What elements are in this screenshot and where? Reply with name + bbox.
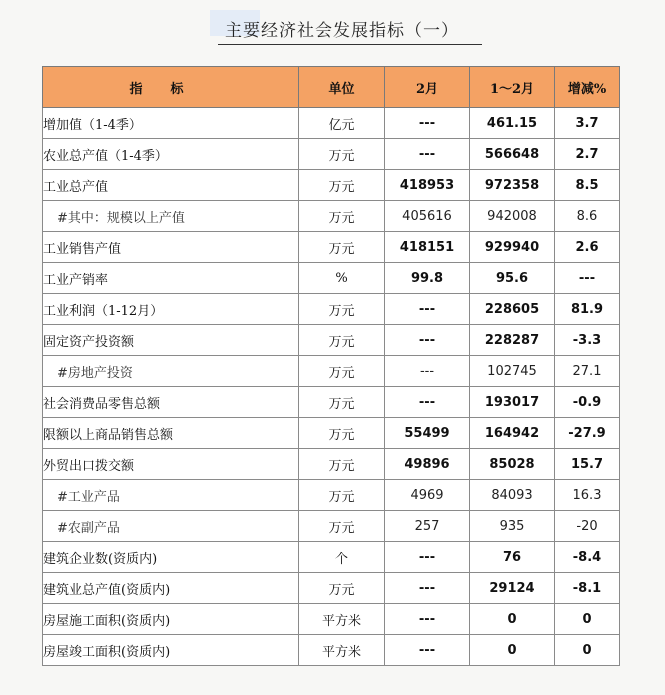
header-february: 2月	[385, 67, 470, 108]
indicator-unit: 万元	[299, 325, 385, 356]
indicator-name: 工业总产值	[43, 170, 299, 201]
indicator-unit: 万元	[299, 387, 385, 418]
value-change: -8.4	[555, 542, 620, 573]
header-unit: 单位	[299, 67, 385, 108]
indicator-unit: 万元	[299, 294, 385, 325]
table-row	[43, 573, 620, 604]
indicator-name: 工业产销率	[43, 263, 299, 294]
table-row	[43, 449, 620, 480]
value-february: ---	[385, 604, 470, 635]
value-jan-feb: 0	[470, 604, 555, 635]
value-change: -0.9	[555, 387, 620, 418]
indicator-unit: 万元	[299, 356, 385, 387]
indicator-name: 限额以上商品销售总额	[43, 418, 299, 449]
value-jan-feb: 942008	[470, 201, 555, 232]
value-february: 257	[385, 511, 470, 542]
value-february: ---	[385, 325, 470, 356]
indicators-table	[42, 66, 620, 666]
value-february: 4969	[385, 480, 470, 511]
value-change: 16.3	[555, 480, 620, 511]
value-jan-feb: 84093	[470, 480, 555, 511]
value-february: ---	[385, 573, 470, 604]
page-title: 主要经济社会发展指标（一）	[225, 21, 459, 41]
indicator-name: 房屋施工面积(资质内)	[43, 604, 299, 635]
indicator-unit: 万元	[299, 170, 385, 201]
value-change: 27.1	[555, 356, 620, 387]
indicator-name: #农副产品	[43, 511, 299, 542]
value-change: 81.9	[555, 294, 620, 325]
table-row	[43, 511, 620, 542]
indicator-name: #其中：规模以上产值	[43, 201, 299, 232]
value-jan-feb: 85028	[470, 449, 555, 480]
indicator-unit: 个	[299, 542, 385, 573]
indicator-unit: 万元	[299, 232, 385, 263]
table-header-row	[43, 67, 620, 108]
value-february: ---	[385, 108, 470, 139]
title-underline	[218, 44, 482, 45]
value-jan-feb: 95.6	[470, 263, 555, 294]
title-area	[210, 10, 474, 46]
table-row	[43, 170, 620, 201]
value-jan-feb: 228605	[470, 294, 555, 325]
indicator-unit: 平方米	[299, 635, 385, 666]
value-jan-feb: 972358	[470, 170, 555, 201]
value-change: 15.7	[555, 449, 620, 480]
table-row	[43, 201, 620, 232]
indicator-unit: 万元	[299, 201, 385, 232]
value-february: 99.8	[385, 263, 470, 294]
value-february: 418151	[385, 232, 470, 263]
indicator-unit: 亿元	[299, 108, 385, 139]
value-jan-feb: 929940	[470, 232, 555, 263]
value-jan-feb: 566648	[470, 139, 555, 170]
table-row	[43, 356, 620, 387]
indicator-name: 工业销售产值	[43, 232, 299, 263]
indicator-name: 增加值（1-4季）	[43, 108, 299, 139]
value-jan-feb: 0	[470, 635, 555, 666]
value-jan-feb: 461.15	[470, 108, 555, 139]
indicator-name: #房地产投资	[43, 356, 299, 387]
indicator-name: 外贸出口拨交额	[43, 449, 299, 480]
value-jan-feb: 102745	[470, 356, 555, 387]
table-body	[43, 108, 620, 666]
header-indicator: 指标	[43, 67, 299, 108]
value-jan-feb: 164942	[470, 418, 555, 449]
table-row	[43, 604, 620, 635]
indicator-unit: 平方米	[299, 604, 385, 635]
indicator-name: 建筑企业数(资质内)	[43, 542, 299, 573]
indicator-name: 社会消费品零售总额	[43, 387, 299, 418]
value-february: 405616	[385, 201, 470, 232]
indicator-unit: 万元	[299, 511, 385, 542]
value-jan-feb: 76	[470, 542, 555, 573]
indicator-name: 房屋竣工面积(资质内)	[43, 635, 299, 666]
value-february: ---	[385, 542, 470, 573]
value-february: ---	[385, 356, 470, 387]
value-change: 8.5	[555, 170, 620, 201]
table-row	[43, 480, 620, 511]
value-change: 8.6	[555, 201, 620, 232]
value-change: 0	[555, 635, 620, 666]
header-jan-feb: 1～2月	[470, 67, 555, 108]
table-row	[43, 635, 620, 666]
table-row	[43, 387, 620, 418]
table-row	[43, 325, 620, 356]
value-february: 418953	[385, 170, 470, 201]
value-jan-feb: 193017	[470, 387, 555, 418]
indicator-name: 农业总产值（1-4季）	[43, 139, 299, 170]
value-february: ---	[385, 635, 470, 666]
indicator-name: 工业利润（1-12月）	[43, 294, 299, 325]
value-change: -8.1	[555, 573, 620, 604]
value-february: ---	[385, 387, 470, 418]
value-february: ---	[385, 139, 470, 170]
table-row	[43, 263, 620, 294]
value-change: -27.9	[555, 418, 620, 449]
value-change: -20	[555, 511, 620, 542]
indicator-name: 固定资产投资额	[43, 325, 299, 356]
value-change: 0	[555, 604, 620, 635]
indicator-name: 建筑业总产值(资质内)	[43, 573, 299, 604]
indicator-unit: 万元	[299, 139, 385, 170]
value-jan-feb: 935	[470, 511, 555, 542]
table-row	[43, 418, 620, 449]
indicator-unit: 万元	[299, 480, 385, 511]
table-row	[43, 139, 620, 170]
indicator-unit: 万元	[299, 573, 385, 604]
value-change: 2.7	[555, 139, 620, 170]
header-change: 增减%	[555, 67, 620, 108]
table-row	[43, 294, 620, 325]
indicator-unit: %	[299, 263, 385, 294]
value-february: 49896	[385, 449, 470, 480]
value-jan-feb: 228287	[470, 325, 555, 356]
table-row	[43, 232, 620, 263]
indicator-unit: 万元	[299, 449, 385, 480]
value-change: ---	[555, 263, 620, 294]
table-row	[43, 542, 620, 573]
value-change: 2.6	[555, 232, 620, 263]
value-jan-feb: 29124	[470, 573, 555, 604]
value-change: 3.7	[555, 108, 620, 139]
value-february: 55499	[385, 418, 470, 449]
value-february: ---	[385, 294, 470, 325]
table-row	[43, 108, 620, 139]
indicator-unit: 万元	[299, 418, 385, 449]
indicator-name: #工业产品	[43, 480, 299, 511]
value-change: -3.3	[555, 325, 620, 356]
